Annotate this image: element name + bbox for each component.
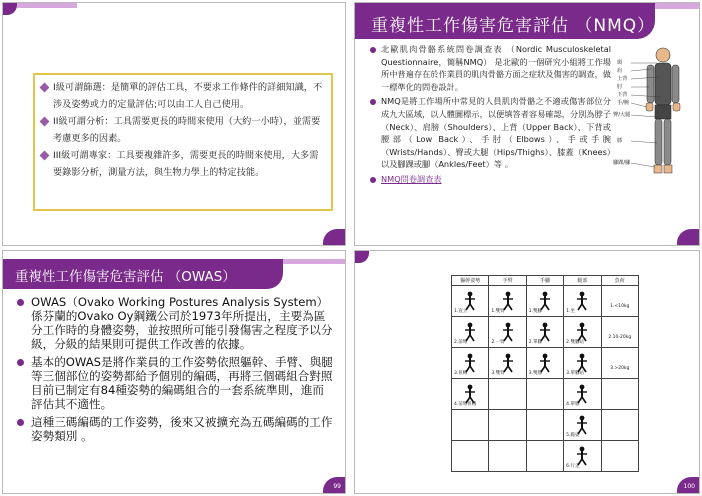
- cell-label: 1.坐: [566, 309, 575, 314]
- table-cell: [526, 379, 563, 410]
- list-item: 基本的OWAS是將作業員的工作姿勢依照軀幹、手臂、與腿等三個部位的姿勢都給予個別的編碼，再將三個碼組合對照目前已制定有84種姿勢的編碼組合的一套系統準則，進而評估其不適性。: [15, 355, 333, 411]
- table-cell: [601, 410, 638, 441]
- corner-decoration: [283, 259, 346, 264]
- table-cell: [489, 348, 526, 379]
- cell-label: 4.單膝: [566, 402, 580, 407]
- levels-box: [33, 73, 333, 211]
- list-item: III級可謂專家：工具要複雜許多，需要更長的時間來使用，大多需要錄影分析，測量方法，與生物力學上的特定技能。: [39, 147, 325, 181]
- body-label: 臀/大腿: [613, 112, 631, 118]
- table-cell: [564, 348, 601, 379]
- table-cell: [489, 317, 526, 348]
- list-item: 北歐肌肉骨骼系統問卷調查表 （Nordic Musculoskeletal Questionnaire，簡稱NMQ） 是北歐的一個研究小組將工作場所中普遍存在於作業員的肌肉骨骼方面之症狀及傷害的調查，做一標準化的問卷設計。: [369, 43, 611, 93]
- table-cell: [564, 410, 601, 441]
- diamond-bullet-icon: [40, 83, 50, 93]
- list-item: OWAS（Ovako Working Postures Analysis System）係芬蘭的Ovako Oy鋼鐵公司於1973年所提出，主要為區分工作時的身體姿勢，並按照所可能引發傷害之程度予以分級，分級的結果則可提供工作改善的依據。: [15, 295, 333, 351]
- table-row: [452, 286, 639, 317]
- cell-label: 1.<10kg: [610, 303, 630, 309]
- column-header: 手臂: [489, 276, 526, 286]
- cell-label: 2.雙腳站: [566, 340, 584, 345]
- page-number: 99: [333, 483, 341, 490]
- bullet-icon: [17, 419, 24, 426]
- cell-label: 2.一臂: [491, 340, 505, 345]
- table-cell: [564, 286, 601, 317]
- table-cell: [601, 441, 638, 472]
- cell-label: 3.雙膝: [528, 371, 543, 376]
- table-cell: [601, 348, 638, 379]
- diamond-bullet-icon: [40, 117, 50, 127]
- slide-body: [369, 43, 611, 188]
- column-header: 手腳: [526, 276, 563, 286]
- list-item: I級可謂篩選：是簡單的評估工具，不要求工作條件的詳細知識，不涉及姿勢或力的定量評估;可以由工人自己使用。: [39, 79, 325, 113]
- bullet-icon: [17, 299, 24, 306]
- corner-decoration: [323, 229, 345, 245]
- table-cell: [526, 348, 563, 379]
- diamond-bullet-icon: [40, 151, 50, 161]
- table-cell: [452, 379, 489, 410]
- table-cell: [452, 317, 489, 348]
- table-cell: [489, 286, 526, 317]
- table-cell: [526, 317, 563, 348]
- list-item: 這種三碼編碼的工作姿勢，後來又被擴充為五碼編碼的工作姿勢類別 。: [15, 415, 333, 443]
- table-cell: [564, 317, 601, 348]
- table-header-row: [452, 276, 639, 286]
- table-cell: [601, 379, 638, 410]
- table-cell: [452, 410, 489, 441]
- body-label: 肩: [617, 68, 623, 74]
- corner-decoration: [17, 3, 77, 8]
- table-row: [452, 317, 639, 348]
- corner-decoration: [655, 3, 700, 9]
- cell-label: 3.>20kg: [610, 365, 630, 371]
- table-cell: [601, 286, 638, 317]
- table-row: [452, 410, 639, 441]
- table-cell: [489, 441, 526, 472]
- body-label: 上背: [617, 76, 628, 82]
- bullet-icon: [370, 177, 376, 183]
- owas-table-body: [452, 286, 639, 472]
- slide-4: [354, 250, 700, 494]
- body-label: 頸: [617, 60, 623, 66]
- cell-label: 2.10-20kg: [608, 334, 632, 340]
- list-item: NMQ是將工作場所中常見的人員肌肉骨骼之不適或傷害部位分成九大區域，以人體圖標示，以便填答者容易確認，分別為脖子（Neck）、肩膀（Shoulders）、上背（Upper Back）、下背或腰部（Low Back）、手肘（Elbows）、手或手腕（Wrists/Hands）、臀或大腿（Hips/Thighs）、膝蓋（Knees）以及腳踝或腳（Ankles/Feet）等 。: [369, 95, 611, 171]
- table-cell: [452, 348, 489, 379]
- table-cell: [564, 379, 601, 410]
- cell-label: 2.單腳: [528, 340, 543, 345]
- table-cell: [489, 379, 526, 410]
- cell-label: 4.前彎扭轉: [454, 402, 477, 407]
- bullet-icon: [17, 359, 24, 366]
- owas-posture-table: [451, 275, 639, 472]
- bullet-icon: [370, 99, 376, 105]
- human-body-icon: [617, 45, 697, 205]
- list-item: II級可謂分析：工具需要更長的時間來使用（大約一小時），並需要考慮更多的因素。: [39, 113, 325, 147]
- table-cell: [526, 410, 563, 441]
- column-header: 負荷: [601, 276, 638, 286]
- body-label: 腳踝/腳: [613, 160, 631, 166]
- body-map-diagram: [613, 45, 697, 205]
- corner-decoration: [355, 251, 369, 263]
- body-label: 手/腕: [617, 100, 630, 106]
- table-row: [452, 348, 639, 379]
- list-item[interactable]: [369, 173, 611, 186]
- table-cell: [452, 286, 489, 317]
- table-row: [452, 441, 639, 472]
- cell-label: 1.雙臂: [491, 309, 505, 314]
- body-label: 肘: [617, 84, 623, 90]
- table-cell: [601, 317, 638, 348]
- cell-label: 3.雙臂: [491, 371, 505, 376]
- body-label: 下背: [617, 92, 628, 98]
- page-number: 100: [683, 483, 695, 490]
- slide-1: [2, 2, 346, 246]
- cell-label: 1.直立: [454, 309, 468, 314]
- cell-label: 5.跪姿: [566, 433, 580, 438]
- table-cell: [526, 286, 563, 317]
- slide-2: [354, 2, 700, 246]
- table-row: [452, 379, 639, 410]
- table-cell: [489, 410, 526, 441]
- table-cell: [564, 441, 601, 472]
- bullet-icon: [370, 47, 376, 53]
- column-header: 腿部: [564, 276, 601, 286]
- cell-label: 3.扭轉: [454, 371, 468, 376]
- cell-label: 3.單腳站: [566, 371, 584, 376]
- slide-title: 重複性工作傷害危害評估 （OWAS）: [15, 269, 236, 285]
- slide-title: 重複性工作傷害危害評估 （NMQ）: [371, 16, 656, 36]
- corner-decoration: [3, 3, 17, 15]
- cell-label: 2.前彎: [454, 340, 468, 345]
- nmq-questionnaire-link[interactable]: NMQ問卷調查表: [381, 173, 442, 184]
- corner-decoration: [677, 229, 699, 245]
- cell-label: 1.雙腳: [528, 309, 543, 314]
- table-cell: [452, 441, 489, 472]
- slide-3: [2, 250, 346, 494]
- table-cell: [526, 441, 563, 472]
- slide-body: [15, 295, 333, 447]
- column-header: 軀幹姿勢: [452, 276, 489, 286]
- body-label: 膝: [617, 138, 623, 144]
- cell-label: 6.行走: [566, 464, 580, 469]
